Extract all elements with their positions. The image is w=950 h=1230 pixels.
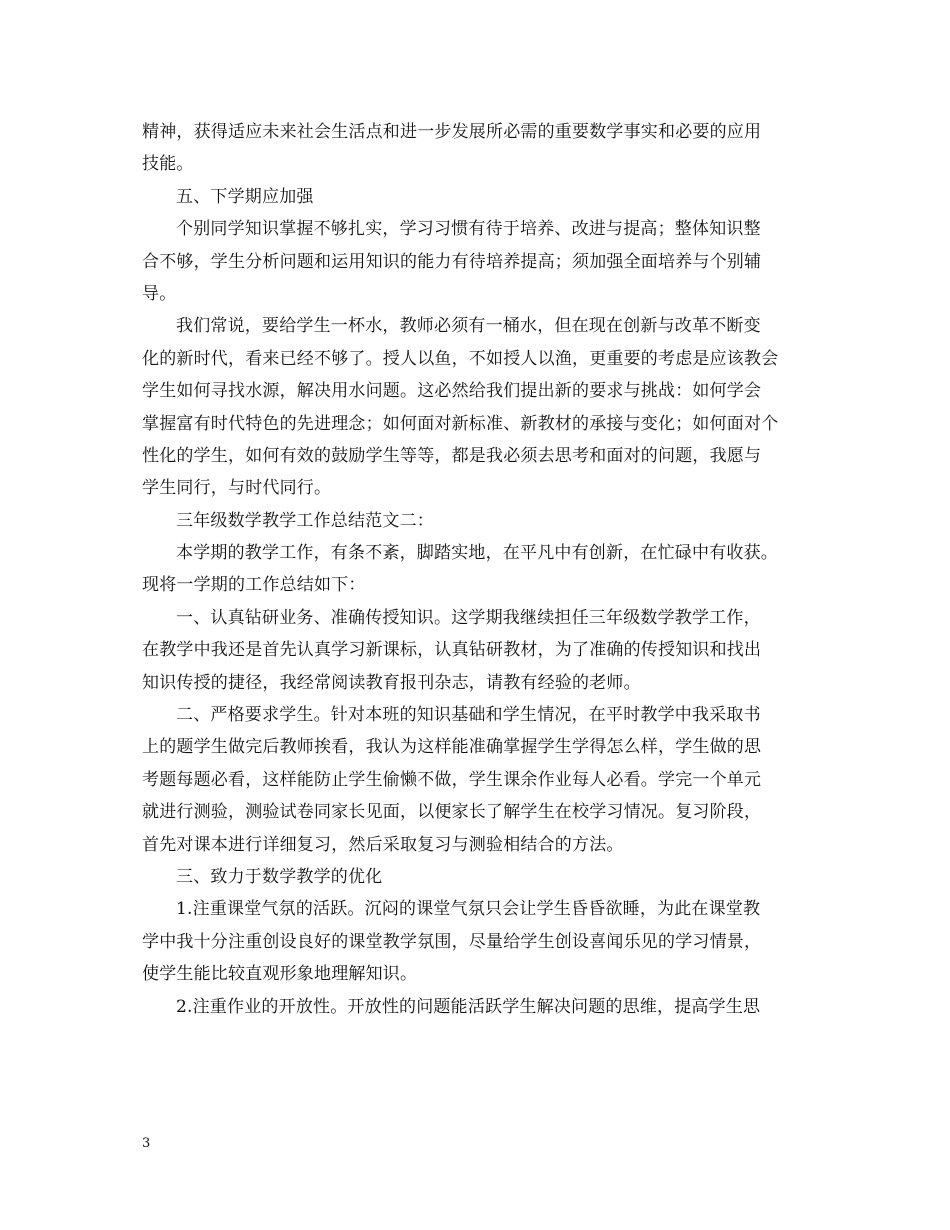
body-line: 现将一学期的工作总结如下：	[142, 575, 366, 596]
body-line: 考题每题必看，这样能防止学生偷懒不做，学生课余作业每人必看。学完一个单元	[142, 769, 762, 790]
body-line: 学中我十分注重创设良好的课堂教学氛围，尽量给学生创设喜闻乐见的学习情景，	[142, 931, 762, 952]
section-heading: 三年级数学教学工作总结范文二：	[176, 510, 434, 531]
body-line: 上的题学生做完后教师挨看，我认为这样能准确掌握学生学得怎么样，学生做的思	[142, 737, 762, 758]
section-heading: 五、下学期应加强	[176, 186, 314, 207]
paragraph-line: 2.注重作业的开放性。开放性的问题能活跃学生解决问题的思维，提高学生思	[176, 996, 761, 1017]
paragraph-line: 个别同学知识掌握不够扎实，学习习惯有待于培养、改进与提高；整体知识整	[176, 219, 761, 240]
paragraph-line: 本学期的教学工作，有条不紊，脚踏实地，在平凡中有创新，在忙碌中有收获。	[176, 543, 778, 564]
section-heading: 三、致力于数学教学的优化	[176, 866, 383, 887]
body-line: 在教学中我还是首先认真学习新课标，认真钻研教材，为了准确的传授知识和找出	[142, 640, 762, 661]
body-line: 导。	[142, 283, 177, 304]
page-number: 3	[142, 1136, 151, 1151]
body-line: 技能。	[142, 154, 194, 175]
paragraph-line: 一、认真钻研业务、准确传授知识。这学期我继续担任三年级数学教学工作，	[176, 607, 761, 628]
body-line: 掌握富有时代特色的先进理念；如何面对新标准、新教材的承接与变化；如何面对个	[142, 413, 779, 434]
document-body	[142, 116, 812, 1023]
body-line: 就进行测验，测验试卷同家长见面，以便家长了解学生在校学习情况。复习阶段，	[142, 802, 762, 823]
paragraph-line: 1.注重课堂气氛的活跃。沉闷的课堂气氛只会让学生昏昏欲睡，为此在课堂教	[176, 899, 761, 920]
paragraph-line: 我们常说，要给学生一杯水，教师必须有一桶水，但在现在创新与改革不断变	[176, 316, 761, 337]
body-line: 学生同行，与时代同行。	[142, 478, 332, 499]
body-line: 精神，获得适应未来社会生活点和进一步发展所必需的重要数学事实和必要的应用	[142, 122, 762, 142]
body-line: 性化的学生，如何有效的鼓励学生等等，都是我必须去思考和面对的问题，我愿与	[142, 445, 762, 466]
body-line: 使学生能比较直观形象地理解知识。	[142, 964, 418, 985]
body-line: 合不够，学生分析问题和运用知识的能力有待培养提高；须加强全面培养与个别辅	[142, 251, 762, 272]
body-line: 学生如何寻找水源，解决用水问题。这必然给我们提出新的要求与挑战：如何学会	[142, 381, 762, 402]
body-line: 化的新时代，看来已经不够了。授人以鱼，不如授人以渔，更重要的考虑是应该教会	[142, 348, 779, 369]
body-line: 首先对课本进行详细复习，然后采取复习与测验相结合的方法。	[142, 834, 624, 855]
paragraph-line: 二、严格要求学生。针对本班的知识基础和学生情况，在平时教学中我采取书	[176, 705, 761, 726]
body-line: 知识传授的捷径，我经常阅读教育报刊杂志，请教有经验的老师。	[142, 672, 641, 693]
